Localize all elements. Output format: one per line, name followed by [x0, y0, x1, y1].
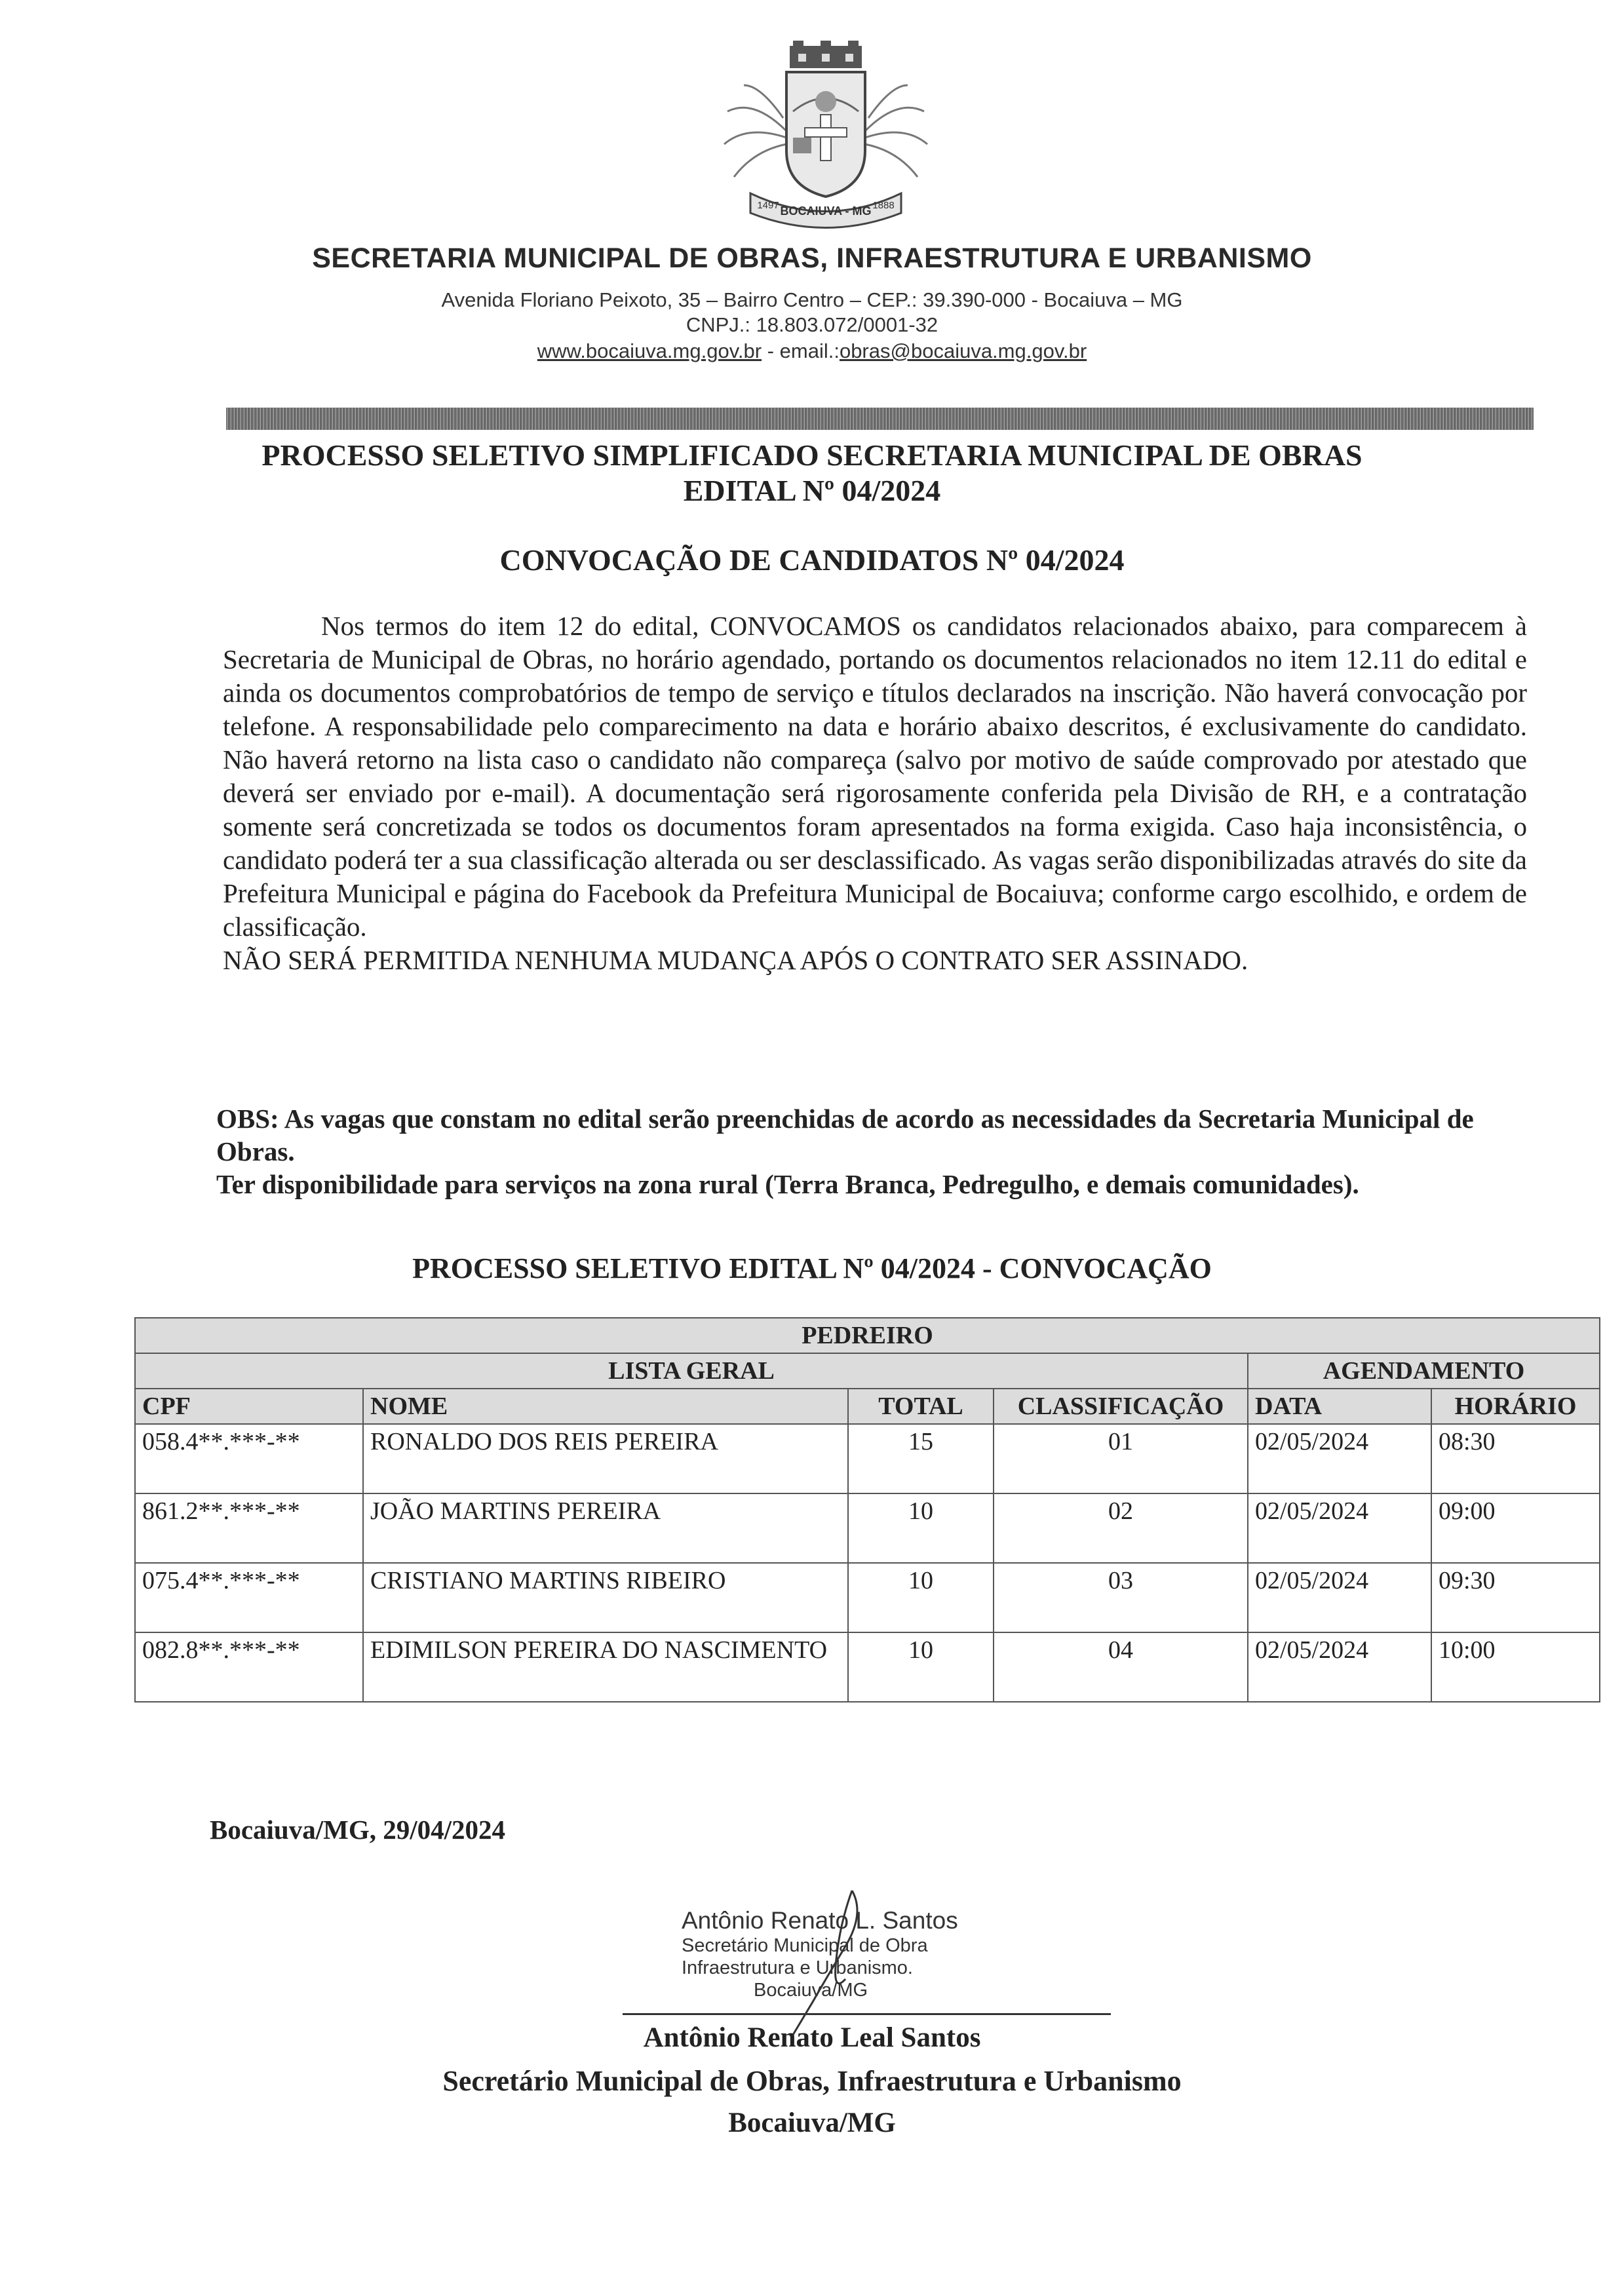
table-row [135, 1424, 1600, 1493]
table-row [135, 1563, 1600, 1632]
time-cell: 09:30 [1431, 1563, 1600, 1632]
signature-line [623, 2013, 1111, 2015]
time-cell: 09:00 [1431, 1493, 1600, 1563]
crest-year-right: 1888 [872, 200, 895, 211]
schedule-header: AGENDAMENTO [1248, 1353, 1600, 1389]
email-link[interactable]: obras@bocaiuva.mg.gov.br [839, 339, 1087, 362]
column-header-total: TOTAL [848, 1389, 994, 1424]
date-cell: 02/05/2024 [1248, 1493, 1431, 1563]
signer-role: Secretário Municipal de Obras, Infraestrutura e Urbanismo [442, 2065, 1182, 2097]
classification-cell: 01 [994, 1424, 1248, 1493]
coat-of-arms-logo [714, 39, 937, 236]
total-cell: 10 [848, 1632, 994, 1702]
column-header-cpf: CPF [135, 1389, 363, 1424]
table-title: PROCESSO SELETIVO EDITAL Nº 04/2024 - CONVOCAÇÃO [412, 1252, 1212, 1284]
classification-cell: 03 [994, 1563, 1248, 1632]
heading-line-2: EDITAL Nº 04/2024 [683, 474, 941, 507]
column-header-date: DATA [1248, 1389, 1431, 1424]
date-cell: 02/05/2024 [1248, 1563, 1431, 1632]
date-place: Bocaiuva/MG, 29/04/2024 [210, 1815, 505, 1845]
name-cell: EDIMILSON PEREIRA DO NASCIMENTO [363, 1632, 848, 1702]
stamp-line-1: Secretário Municipal de Obra [682, 1935, 928, 1956]
position-header: PEDREIRO [135, 1318, 1600, 1353]
cpf-cell: 075.4**.***-** [135, 1563, 363, 1632]
cnpj-line: CNPJ.: 18.803.072/0001-32 [686, 313, 938, 336]
name-cell: JOÃO MARTINS PEREIRA [363, 1493, 848, 1563]
address-line: Avenida Floriano Peixoto, 35 – Bairro Centro – CEP.: 39.390-000 - Bocaiuva – MG [441, 288, 1183, 311]
observations [216, 1102, 1527, 1201]
time-cell: 10:00 [1431, 1632, 1600, 1702]
obs-rural-availability: Ter disponibilidade para serviços na zona rural (Terra Branca, Pedregulho, e demais comunidades). [216, 1169, 1359, 1199]
column-header-classification: CLASSIFICAÇÃO [994, 1389, 1248, 1424]
table-row [135, 1493, 1600, 1563]
main-paragraph: Nos termos do item 12 do edital, CONVOCAMOS os candidatos relacionados abaixo, para comparecem à Secretaria de Municipal de Obras, no horário agendado, portando os documentos relacionados no item 12.11 do edital e ainda os documentos comprobatórios de tempo de serviço e títulos declarados na inscrição. Não haverá convocação por telefone. A responsabilidade pelo comparecimento na data e horário abaixo descritos, é exclusivamente do candidato. Não haverá retorno na lista caso o candidato não compareça (salvo por motivo de saúde comprovado por atestado que deverá ser enviado por e-mail). A documentação será rigorosamente conferida pela Divisão de RH, e a contratação somente será concretizada se todos os documentos foram apresentados na forma exigida. Caso haja inconsistência, o candidato poderá ter a sua classificação alterada ou ser desclassificado. As vagas serão disponibilizadas através do site da Prefeitura Municipal e página do Facebook da Prefeitura Municipal de Bocaiuva; conforme cargo escolhido, e ordem de classificação. [223, 611, 1528, 942]
classification-cell: 04 [994, 1632, 1248, 1702]
convocation-table [134, 1317, 1600, 1702]
signer-city: Bocaiuva/MG [728, 2107, 896, 2138]
time-cell: 08:30 [1431, 1424, 1600, 1493]
date-cell: 02/05/2024 [1248, 1424, 1431, 1493]
crest-banner-text: BOCAIUVA - MG [780, 204, 872, 218]
no-changes-notice: NÃO SERÁ PERMITIDA NENHUMA MUDANÇA APÓS O CONTRATO SER ASSINADO. [223, 945, 1248, 975]
column-header-name: NOME [363, 1389, 848, 1424]
crest-year-left: 1497 [757, 200, 779, 211]
convocation-text [223, 609, 1527, 977]
name-cell: RONALDO DOS REIS PEREIRA [363, 1424, 848, 1493]
name-cell: CRISTIANO MARTINS RIBEIRO [363, 1563, 848, 1632]
handwritten-signature [773, 1887, 878, 2038]
cpf-cell: 058.4**.***-** [135, 1424, 363, 1493]
cpf-cell: 861.2**.***-** [135, 1493, 363, 1563]
stamp-line-3: Bocaiuva/MG [754, 1980, 868, 2001]
date-cell: 02/05/2024 [1248, 1632, 1431, 1702]
general-list-header: LISTA GERAL [135, 1353, 1248, 1389]
convocation-heading: CONVOCAÇÃO DE CANDIDATOS Nº 04/2024 [499, 543, 1125, 577]
cpf-cell: 082.8**.***-** [135, 1632, 363, 1702]
signer-name: Antônio Renato Leal Santos [643, 2022, 981, 2053]
contact-line [0, 339, 1624, 363]
total-cell: 15 [848, 1424, 994, 1493]
classification-cell: 02 [994, 1493, 1248, 1563]
stamp-line-2: Infraestrutura e Urbanismo. [682, 1957, 913, 1978]
department-title: SECRETARIA MUNICIPAL DE OBRAS, INFRAESTRUTURA E URBANISMO [312, 242, 1312, 274]
email-label: - email.: [762, 339, 840, 362]
obs-vacancies: OBS: As vagas que constam no edital serão preenchidas de acordo as necessidades da Secretaria Municipal de Obras. [216, 1104, 1474, 1166]
column-header-time: HORÁRIO [1431, 1389, 1600, 1424]
header-divider [226, 408, 1534, 430]
heading-line-1: PROCESSO SELETIVO SIMPLIFICADO SECRETARIA MUNICIPAL DE OBRAS [261, 438, 1363, 472]
total-cell: 10 [848, 1493, 994, 1563]
stamp-name: Antônio Renato L. Santos [682, 1907, 958, 1934]
table-row [135, 1632, 1600, 1702]
website-link[interactable]: www.bocaiuva.mg.gov.br [537, 339, 762, 362]
total-cell: 10 [848, 1563, 994, 1632]
